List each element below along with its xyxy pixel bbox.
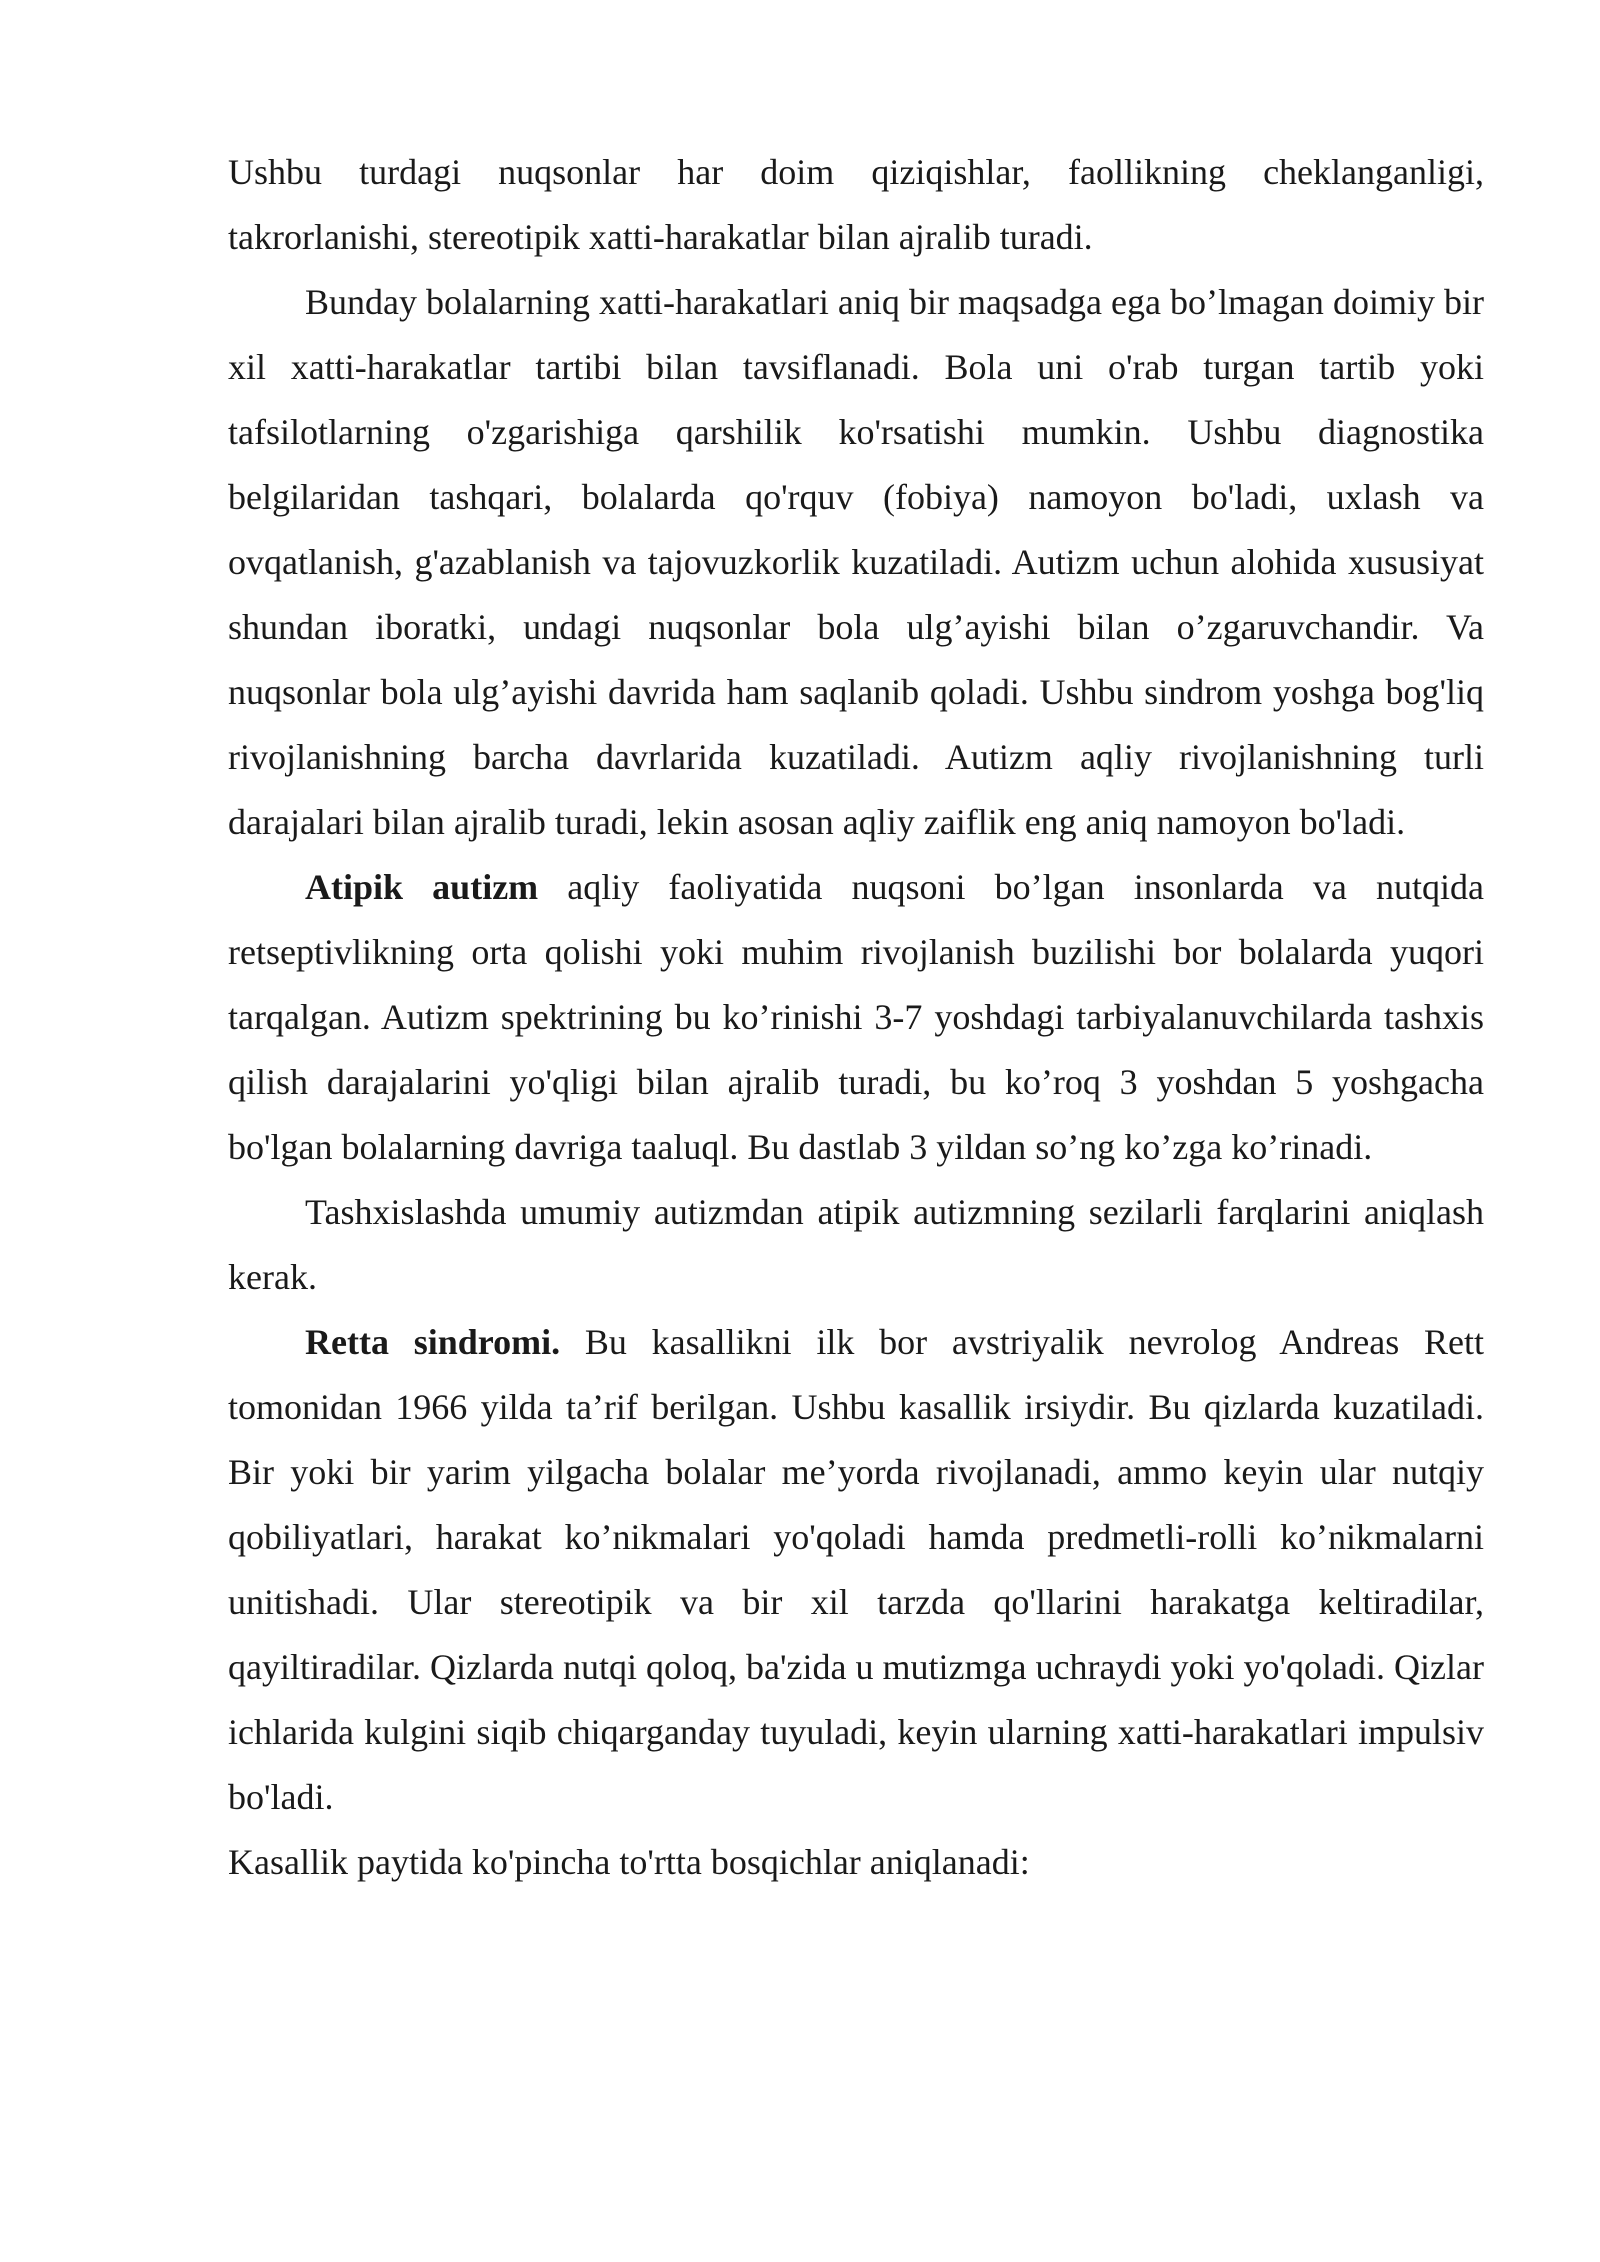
paragraph-text: Bu kasallikni ilk bor avstriyalik nevrolog Andreas Rett tomonidan 1966 yilda ta’rif berilgan. Ushbu kasallik irsiydir. Bu qizlarda kuzatiladi. Bir yoki bir yarim yilgacha bolalar me’yorda rivojlanadi, ammo keyin ular nutqiy qobiliyatlari, harakat ko’nikmalari yo'qoladi hamda predmetli-rolli ko’nikmalarni unitishadi. Ular stereotipik va bir xil tarzda qo'llarini harakatga keltiradilar, qayiltiradilar. Qizlarda nutqi qoloq, ba'zida u mutizmga uchraydi yoki yo'qoladi. Qizlar ichlarida kulgini siqib chiqarganday tuyuladi, keyin ularning xatti-harakatlari impulsiv bo'ladi. bbox=[228, 1322, 1485, 1817]
paragraph-stages bbox=[228, 1830, 1484, 1895]
paragraph-rett-syndrome bbox=[228, 1310, 1484, 1830]
paragraph-text: Kasallik paytida ko'pincha to'rtta bosqichlar aniqlanadi: bbox=[228, 1842, 1030, 1882]
paragraph-text: Bunday bolalarning xatti-harakatlari aniq bir maqsadga ega bo’lmagan doimiy bir xil xatti-harakatlar tartibi bilan tavsiflanadi. Bola uni o'rab turgan tartib yoki tafsilotlarning o'zgarishiga qarshilik ko'rsatishi mumkin. Ushbu diagnostika belgilaridan tashqari, bolalarda qo'rquv (fobiya) namoyon bo'ladi, uxlash va ovqatlanish, g'azablanish va tajovuzkorlik kuzatiladi. Autizm uchun alohida xususiyat shundan iboratki, undagi nuqsonlar bola ulg’ayishi bilan o’zgaruvchandir. Va nuqsonlar bola ulg’ayishi davrida ham saqlanib qoladi. Ushbu sindrom yoshga bog'liq rivojlanishning barcha davrlarida kuzatiladi. Autizm aqliy rivojlanishning turli darajalari bilan ajralib turadi, lekin asosan aqliy zaiflik eng aniq namoyon bo'ladi. bbox=[228, 282, 1484, 842]
paragraph-text: aqliy faoliyatida nuqsoni bo’lgan insonlarda va nutqida retseptivlikning orta qolishi yoki muhim rivojlanish buzilishi bor bolalarda yuqori tarqalgan. Autizm spektrining bu ko’rinishi 3-7 yoshdagi tarbiyalanuvchilarda tashxis qilish darajalarini yo'qligi bilan ajralib turadi, bu ko’roq 3 yoshdan 5 yoshgacha bo'lgan bolalarning davriga taaluql. Bu dastlab 3 yildan so’ng ko’zga ko’rinadi. bbox=[228, 867, 1484, 1167]
paragraph-text: Ushbu turdagi nuqsonlar har doim qiziqishlar, faollikning cheklanganligi, takrorlanishi, stereotipik xatti-harakatlar bilan ajralib turadi. bbox=[228, 152, 1484, 257]
paragraph-autism-behavior bbox=[228, 270, 1484, 855]
paragraph-diagnosis bbox=[228, 1180, 1484, 1310]
paragraph-intro bbox=[228, 140, 1484, 270]
paragraph-text: Tashxislashda umumiy autizmdan atipik autizmning sezilarli farqlarini aniqlash kerak. bbox=[228, 1192, 1484, 1297]
term-heading: Retta sindromi. bbox=[305, 1322, 561, 1362]
paragraph-atypical-autism bbox=[228, 855, 1484, 1180]
term-heading: Atipik autizm bbox=[305, 867, 539, 907]
document-page bbox=[228, 140, 1484, 1895]
